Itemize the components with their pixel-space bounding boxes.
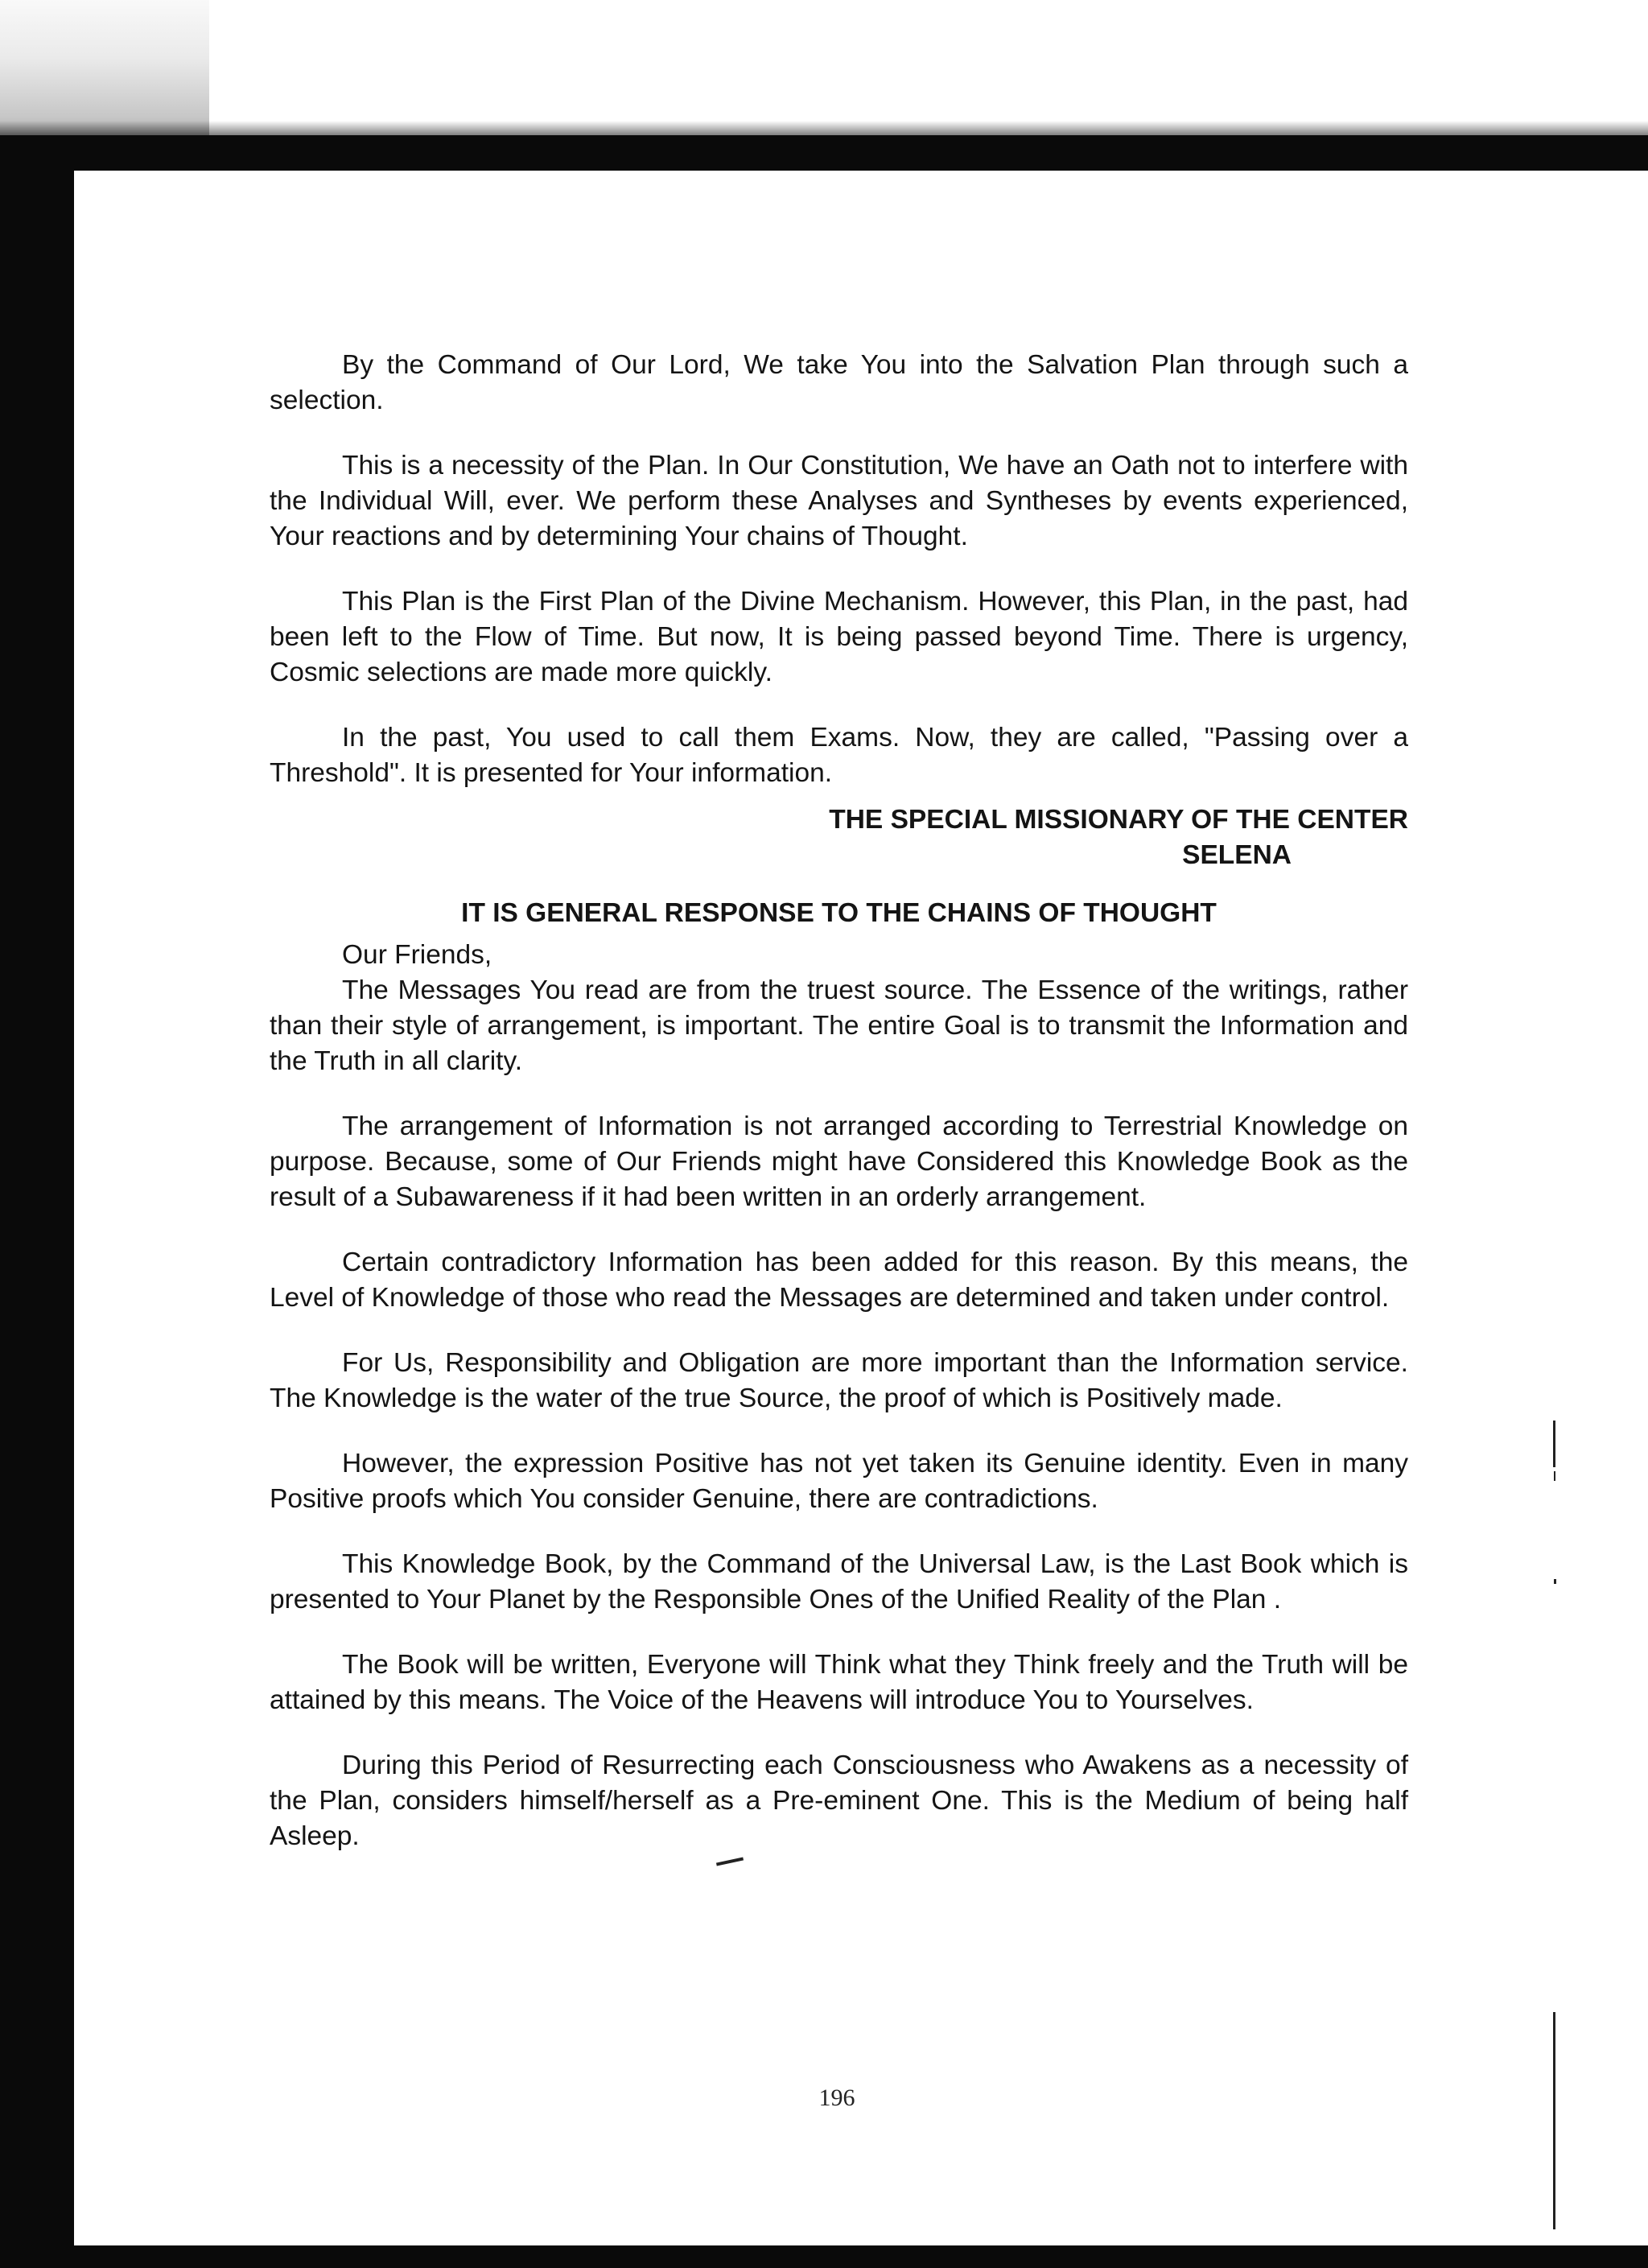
paragraph: The arrangement of Information is not arranged according to Terrestrial Knowledge on purpose. Because, some of Our Friends might have Considered this Knowledge Book as the result of a Subawareness if it had been written in an orderly arrangement. [270, 1111, 1408, 1212]
signature-block [270, 802, 1408, 873]
page-number: 196 [818, 2084, 855, 2111]
signature-name: SELENA [1182, 840, 1292, 870]
paragraph: This Knowledge Book, by the Command of the Universal Law, is the Last Book which is presented to Your Planet by the Responsible Ones of the Unified Reality of the Plan . [270, 1549, 1408, 1614]
paragraph: For Us, Responsibility and Obligation are more important than the Information service. The Knowledge is the water of the true Source, the proof of which is Positively made. [270, 1348, 1408, 1413]
paragraph: By the Command of Our Lord, We take You into the Salvation Plan through such a selection. [270, 350, 1408, 415]
paragraph: The Messages You read are from the truest source. The Essence of the writings, rather than their style of arrangement, is important. The entire Goal is to transmit the Information and the Truth in all clarity. [270, 975, 1408, 1076]
signature-title: THE SPECIAL MISSIONARY OF THE CENTER [829, 805, 1408, 835]
paragraph: This Plan is the First Plan of the Divine Mechanism. However, this Plan, in the past, had been left to the Flow of Time. But now, It is being passed beyond Time. There is urgency, Cosmic selections are made more quickly. [270, 587, 1408, 687]
scan-mark [1553, 1421, 1555, 1467]
scan-border-left [0, 135, 74, 2268]
scan-mark [1554, 1471, 1555, 1481]
paragraph: During this Period of Resurrecting each Consciousness who Awakens as a necessity of the Plan, considers himself/herself as a Pre-eminent One. This is the Medium of being half Asleep. [270, 1750, 1408, 1851]
paragraph: However, the expression Positive has not yet taken its Genuine identity. Even in many Positive proofs which You consider Genuine, there are contradictions. [270, 1449, 1408, 1514]
scan-border-bottom [0, 2245, 1648, 2268]
scan-mark [1554, 1579, 1556, 1584]
paragraph: The Book will be written, Everyone will Think what they Think freely and the Truth will be attained by this means. The Voice of the Heavens will introduce You to Yourselves. [270, 1650, 1408, 1715]
section-heading: IT IS GENERAL RESPONSE TO THE CHAINS OF THOUGHT [461, 898, 1217, 928]
scan-shadow [0, 121, 1648, 137]
paragraph: Certain contradictory Information has been added for this reason. By this means, the Level of Knowledge of those who read the Messages are determined and taken under control. [270, 1247, 1408, 1313]
scan-mark [1553, 2012, 1555, 2229]
paragraph: This is a necessity of the Plan. In Our Constitution, We have an Oath not to interfere with the Individual Will, ever. We perform these Analyses and Syntheses by events experienced, Your reactions and by determining Your chains of Thought. [270, 451, 1408, 551]
scan-border-top [0, 135, 1648, 171]
document-body [270, 348, 1408, 1884]
paragraph: In the past, You used to call them Exams. Now, they are called, "Passing over a Threshold". It is presented for Your information. [270, 723, 1408, 788]
greeting: Our Friends, [342, 940, 492, 970]
